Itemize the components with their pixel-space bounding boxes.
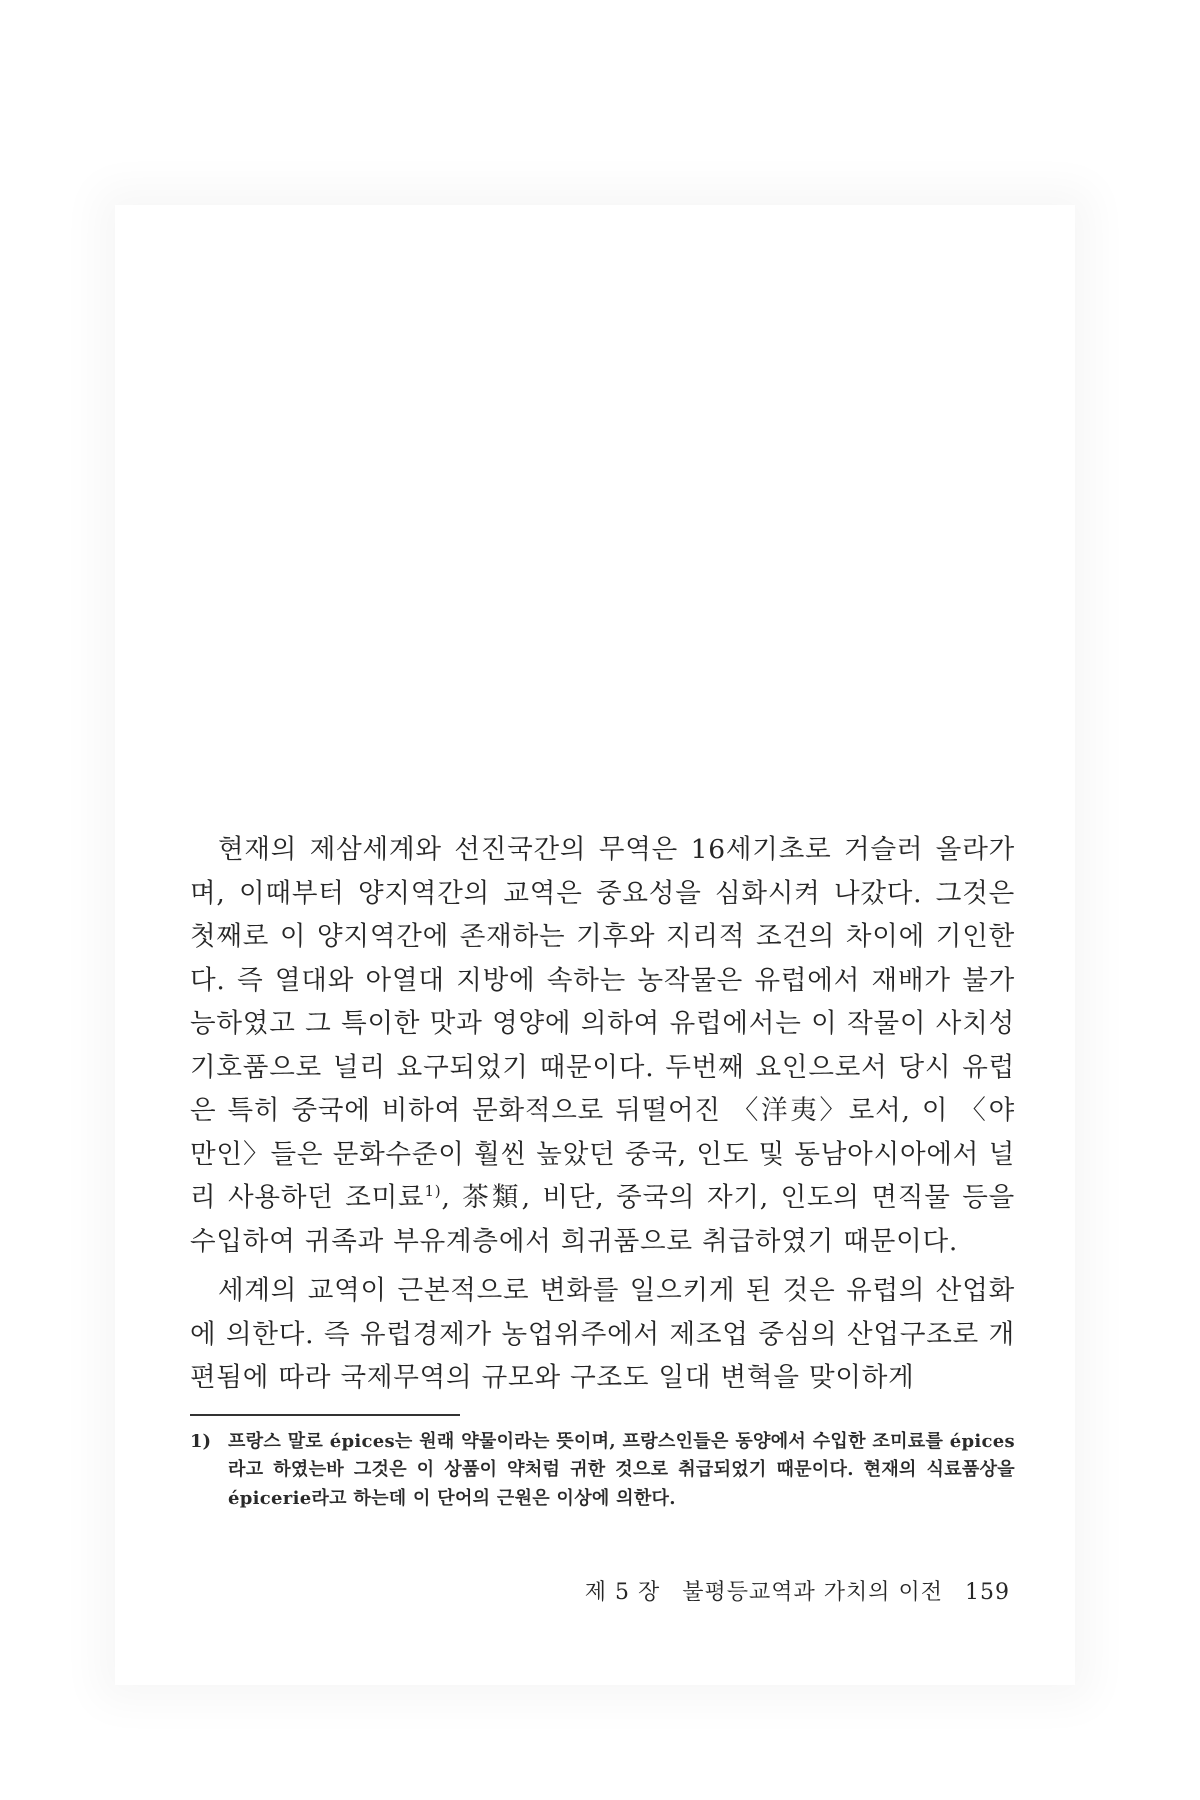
chapter-title: 불평등교역과 가치의 이전	[682, 1580, 943, 1605]
footnote-marker: 1)	[190, 1430, 212, 1452]
footnote-divider	[190, 1414, 460, 1416]
footnote-text: 프랑스 말로 épices는 원래 약물이라는 뜻이며, 프랑스인들은 동양에서 수입한 조미료를 épices라고 하였는바 그것은 이 상품이 약처럼 귀한 것으로 취급되었기 때문이다. 현재의 식료품상을 épicerie라고 하는데 이 단어의 근원은 이상에 의한다.	[228, 1430, 1015, 1509]
footnote-reference[interactable]: 1)	[424, 1182, 442, 1200]
body-paragraph	[190, 828, 1015, 1263]
page-number: 159	[965, 1580, 1010, 1605]
chapter-label: 제 5 장	[584, 1580, 661, 1605]
paragraph-text: 현재의 제삼세계와 선진국간의 무역은 16세기초로 거슬러 올라가며, 이때부터 양지역간의 교역은 중요성을 심화시켜 나갔다. 그것은 첫째로 이 양지역간에 존재하는 기후와 지리적 조건의 차이에 기인한다. 즉 열대와 아열대 지방에 속하는 농작물은 유럽에서 재배가 불가능하였고 그 특이한 맛과 영양에 의하여 유럽에서는 이 작물이 사치성 기호품으로 널리 요구되었기 때문이다. 두번째 요인으로서 당시 유럽은 특히 중국에 비하여 문화적으로 뒤떨어진 〈洋夷〉로서, 이 〈야만인〉들은 문화수준이 훨씬 높았던 중국, 인도 및 동남아시아에서 널리 사용하던 조미료	[190, 834, 1015, 1213]
body-paragraph: 세계의 교역이 근본적으로 변화를 일으키게 된 것은 유럽의 산업화에 의한다. 즉 유럽경제가 농업위주에서 제조업 중심의 산업구조로 개편됨에 따라 국제무역의 규모와 구조도 일대 변혁을 맞이하게	[190, 1275, 1015, 1393]
paragraph-text: , 茶類, 비단, 중국의 자기, 인도의 면직물 등을 수입하여 귀족과 부유계층에서 희귀품으로 취급하였기 때문이다.	[190, 1182, 1016, 1257]
body-text-block	[190, 828, 1015, 1513]
footnote	[190, 1428, 1015, 1514]
running-footer	[520, 1575, 1010, 1606]
